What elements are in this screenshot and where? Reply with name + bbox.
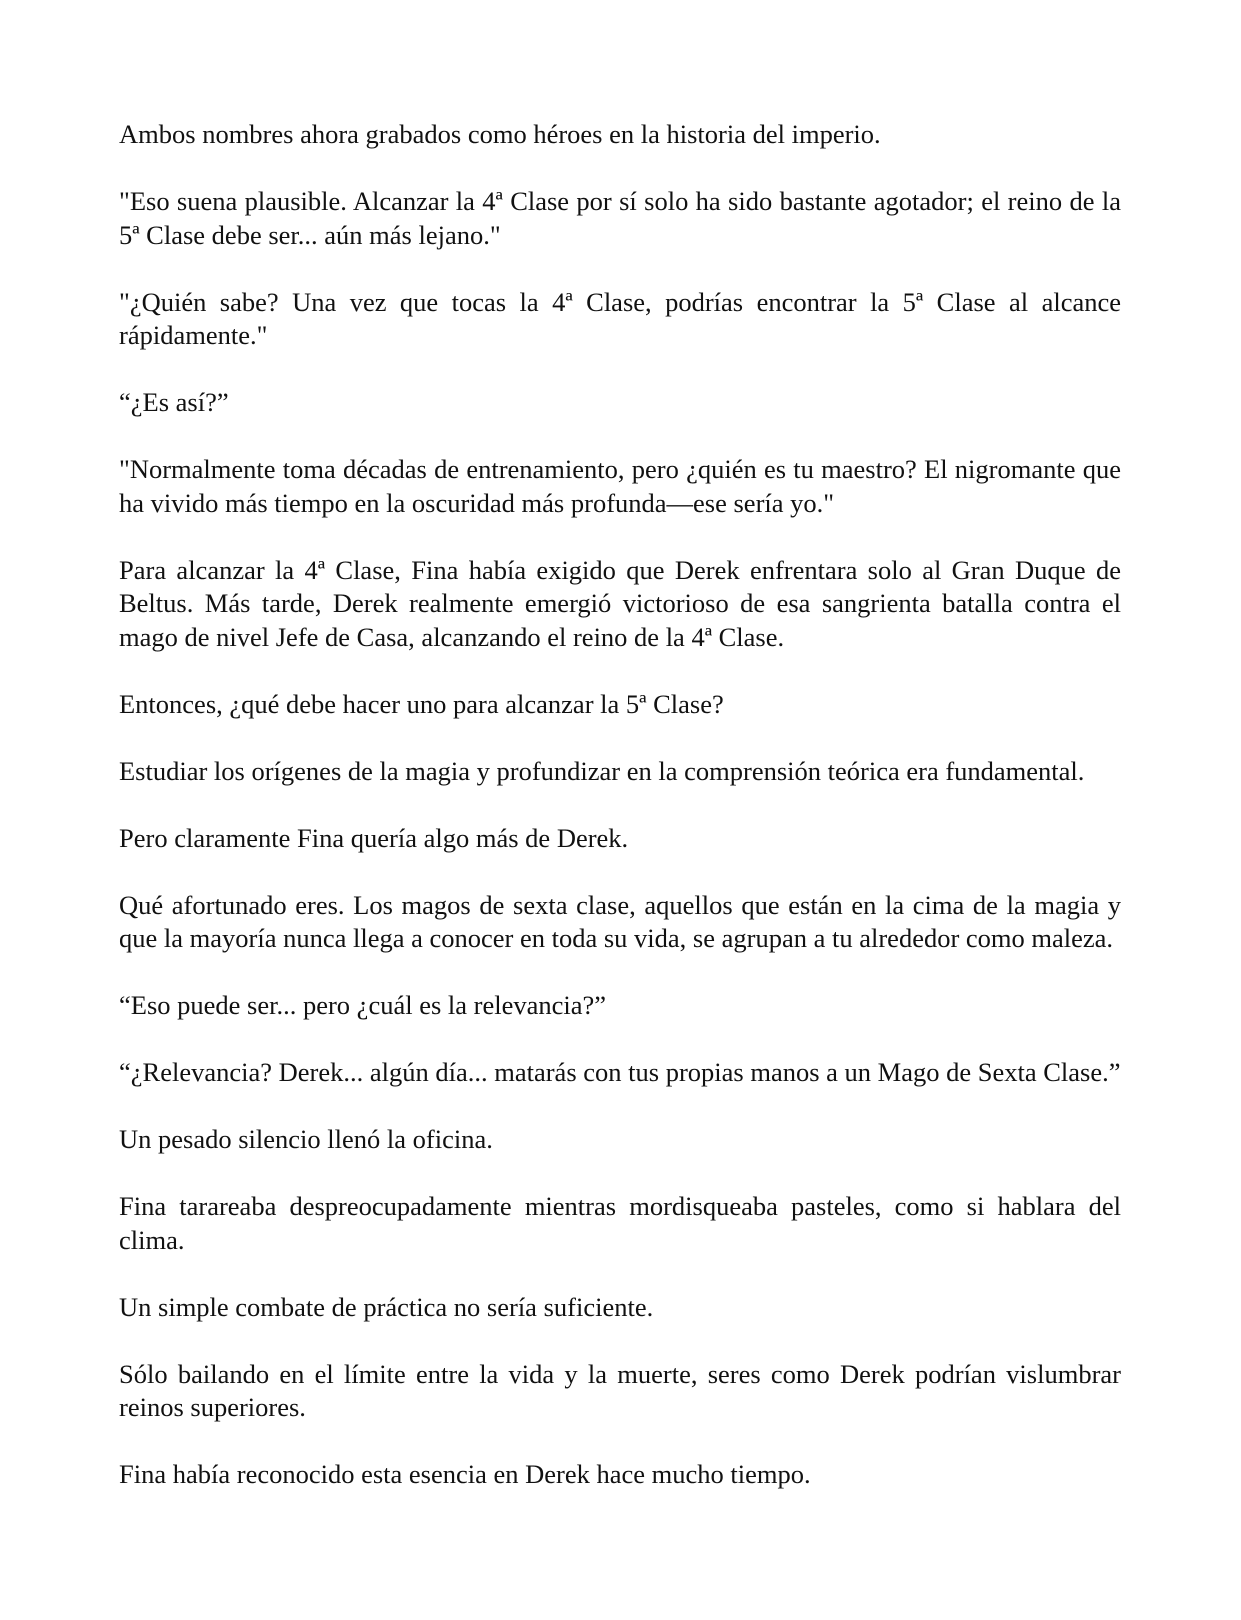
paragraph: Entonces, ¿qué debe hacer uno para alcanzar la 5ª Clase?: [119, 688, 724, 719]
paragraph: Un simple combate de práctica no sería suficiente.: [119, 1291, 654, 1322]
body-text: [119, 118, 1121, 1525]
paragraph: “¿Es así?”: [119, 387, 229, 417]
paragraph: Un pesado silencio llenó la oficina.: [119, 1124, 493, 1154]
paragraph: Sólo bailando en el límite entre la vida y la muerte, seres como Derek podrían vislumbrar reinos superiores.: [119, 1358, 1121, 1422]
paragraph: “¿Relevancia? Derek... algún día... matarás con tus propias manos a un Mago de Sexta Clase.”: [119, 1057, 1121, 1087]
paragraph: Qué afortunado eres. Los magos de sexta clase, aquellos que están en la cima de la magia y que la mayoría nunca llega a conocer en toda su vida, se agrupan a tu alrededor como maleza.: [119, 889, 1121, 953]
paragraph: Pero claramente Fina quería algo más de Derek.: [119, 822, 629, 853]
paragraph: Fina había reconocido esta esencia en Derek hace mucho tiempo.: [119, 1459, 811, 1489]
paragraph: Ambos nombres ahora grabados como héroes en la historia del imperio.: [119, 119, 881, 149]
paragraph: "Normalmente toma décadas de entrenamiento, pero ¿quién es tu maestro? El nigromante que ha vivido más tiempo en la oscuridad más profunda—ese sería yo.": [119, 454, 1121, 518]
paragraph: "Eso suena plausible. Alcanzar la 4ª Clase por sí solo ha sido bastante agotador; el reino de la 5ª Clase debe ser... aún más lejano.": [119, 186, 1121, 250]
paragraph: Para alcanzar la 4ª Clase, Fina había exigido que Derek enfrentara solo al Gran Duque de Beltus. Más tarde, Derek realmente emergió victorioso de esa sangrienta batalla contra el mago de nivel Jefe de Casa, alcanzando el reino de la 4ª Clase.: [119, 554, 1121, 652]
paragraph: Fina tarareaba despreocupadamente mientras mordisqueaba pasteles, como si hablara del clima.: [119, 1191, 1121, 1255]
paragraph: “Eso puede ser... pero ¿cuál es la relevancia?”: [119, 990, 607, 1020]
paragraph: "¿Quién sabe? Una vez que tocas la 4ª Clase, podrías encontrar la 5ª Clase al alcance rápidamente.": [119, 286, 1121, 350]
paragraph: Estudiar los orígenes de la magia y profundizar en la comprensión teórica era fundamental.: [119, 755, 1085, 786]
